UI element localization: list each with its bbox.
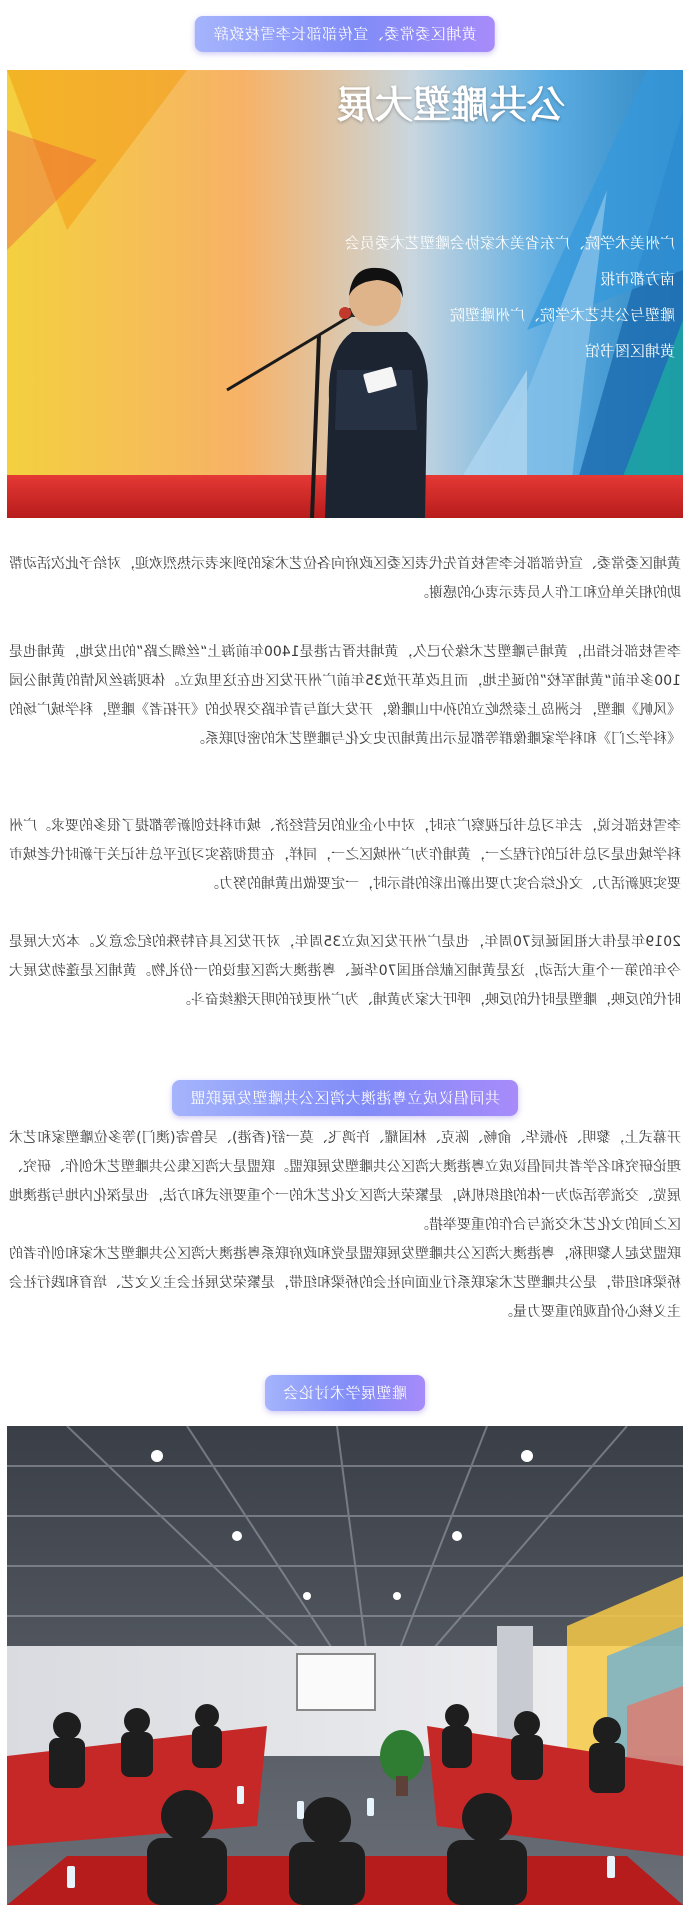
paragraph-requirements: 李雪枝部长说，去年习总书记视察广东时，对中小企业的民营经济、城市科技创新等都提了很多的要求。广州科学城也是习总书记的行程之一，黄埔作为广州城区之一，同样，在贯彻落实习近平总书记关于新时代老城市要实现新活力、文化综合实力要出新出彩的指示时，一定要做出黄埔的努力。 <box>9 818 681 892</box>
section-banner-seminar <box>265 1375 425 1411</box>
backdrop-line-2: 南方都市报 <box>599 270 675 288</box>
section-banner-speech <box>195 16 495 52</box>
backdrop-title: 公共雕塑大展 <box>337 83 566 127</box>
section-banner-alliance <box>172 1080 518 1116</box>
section-banner-speech-text: 黄埔区委常委、宣传部部长李雪枝致辞 <box>213 25 477 43</box>
paragraph-welcome: 黄埔区委常委、宣传部部长李雪枝首先代表区委区政府向各位艺术家的到来表示热烈欢迎，对给予此次活动帮助的相关单位和工作人员表示衷心的感谢。 <box>9 556 681 601</box>
backdrop-line-3: 雕塑与公共艺术学院、广州雕塑院 <box>449 306 675 324</box>
backdrop-line-4: 黄埔区图书馆 <box>584 342 675 360</box>
paragraph-alliance: 开幕式上，黎明、孙振华、俞畅、陈克、林国耀、许鸿飞、莫一舒(香港)、吴鲁寄(澳门)等多位雕塑家和艺术理论研究和名学者共同倡议成立粤港澳大湾区公共雕塑发展联盟。联盟是大湾区集公共雕塑艺术创作、研究、展览、交流等活动为一体的组织机构，是繁荣大湾区文化艺术的一个重要形式和方法，也是深化内地与港澳地区之间的文化艺术交流与合作的重要举措。 <box>9 1130 681 1233</box>
section-banner-seminar-text: 雕塑展学术讨论会 <box>282 1384 408 1402</box>
paragraph-anniversary: 2019年是伟大祖国诞辰70周年，也是广州开发区成立35周年，对开发区具有特殊的纪念意义。本次大展是今年的第一个重大活动，这是黄埔区献给祖国70华诞、粤港澳大湾区建设的一份礼物。黄埔区是蓬勃发展大时代的反映，雕塑是时代的反映，呼吁大家为黄埔、为广州更好的明天继续奋斗。 <box>9 934 681 1008</box>
paragraph-history: 李雪枝部长指出，黄埔与雕塑艺术缘分已久，黄埔扶胥古港是1400年前海上“丝绸之路”的出发地，黄埔也是100多年前“黄埔军校”的诞生地，而且改革开放35年前广州开发区也在这里成立。体现海丝风情的黄埔公园《风帆》雕塑，长洲岛上泰然屹立的孙中山雕像，开发大道与青年路交界处的《开拓者》雕塑，科学城广场的《科学之门》和科学家雕像群等都显示出黄埔历史文化与雕塑艺术的密切联系。 <box>9 644 681 747</box>
seminar-photo <box>7 1426 683 1905</box>
backdrop-line-1: 广州美术学院、广东省美术家协会雕塑艺术委员会 <box>344 234 675 252</box>
section-banner-alliance-text: 共同倡议成立粤港澳大湾区公共雕塑发展联盟 <box>189 1089 501 1107</box>
speech-photo <box>7 70 683 518</box>
paragraph-alliance-founder: 联盟发起人黎明称，粤港澳大湾区公共雕塑发展联盟是党和政府联系粤港澳大湾区公共雕塑艺术家和创作者的桥梁和纽带，是公共雕塑艺术家联系行业面向社会的桥梁和纽带，是繁荣发展社会主义文艺、培育和践行社会主义核心价值观的重要力量。 <box>9 1246 681 1320</box>
